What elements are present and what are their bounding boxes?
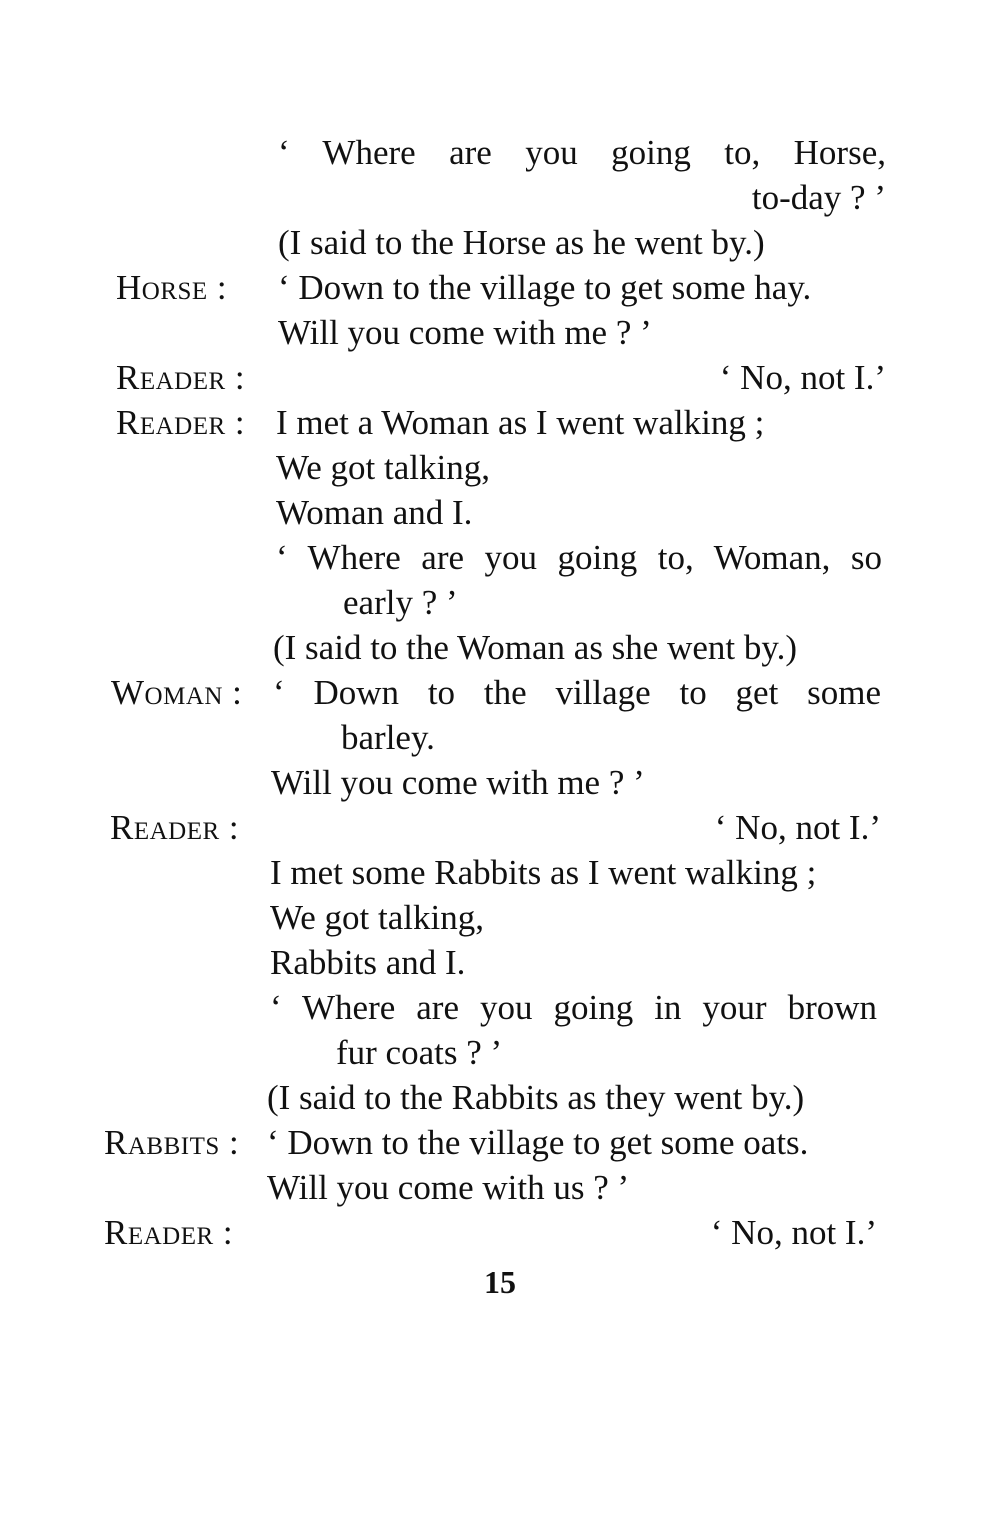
poem-line [0, 805, 1000, 850]
poem-line [0, 130, 1000, 175]
woman-question-line1: ‘ Where are you going to, Woman, so [276, 538, 882, 577]
poem-line [0, 1075, 1000, 1120]
rabbits-question-line2: fur coats ? ’ [336, 1033, 503, 1072]
rabbits-intro-line2: We got talking, [270, 898, 484, 937]
page-number: 15 [484, 1264, 516, 1300]
horse-reply: ‘ No, not I.’ [719, 358, 886, 397]
poem-line [0, 310, 1000, 355]
poem-line [0, 760, 1000, 805]
woman-intro-line3: Woman and I. [276, 493, 473, 532]
woman-intro-line2: We got talking, [276, 448, 490, 487]
horse-question-line1: ‘ Where are you going to, Horse, [278, 133, 886, 172]
poem-line [0, 220, 1000, 265]
poem-line [0, 670, 1000, 715]
horse-question-line2: to-day ? ’ [751, 178, 886, 217]
poem-line [0, 355, 1000, 400]
woman-intro-line1: I met a Woman as I went walking ; [276, 403, 765, 442]
horse-answer-line2: Will you come with me ? ’ [278, 313, 652, 352]
speaker-horse: Horse : [116, 268, 228, 307]
poem-line [0, 580, 1000, 625]
poem-line [0, 715, 1000, 760]
poem-line [0, 1030, 1000, 1075]
speaker-reader: Reader : [116, 358, 246, 397]
rabbits-answer-line2: Will you come with us ? ’ [267, 1168, 630, 1207]
speaker-reader: Reader : [110, 808, 240, 847]
poem-line [0, 940, 1000, 985]
rabbits-narration: (I said to the Rabbits as they went by.) [267, 1078, 805, 1117]
poem-line [0, 1120, 1000, 1165]
poem-line [0, 850, 1000, 895]
poem-line [0, 625, 1000, 670]
woman-answer-line3: Will you come with me ? ’ [271, 763, 645, 802]
poem-line [0, 1165, 1000, 1210]
woman-answer-line2: barley. [341, 718, 435, 757]
rabbits-intro-line1: I met some Rabbits as I went walking ; [270, 853, 817, 892]
woman-question-line2: early ? ’ [343, 583, 458, 622]
poem-line [0, 265, 1000, 310]
horse-narration: (I said to the Horse as he went by.) [278, 223, 765, 262]
poem-line [0, 535, 1000, 580]
poem-line [0, 490, 1000, 535]
rabbits-reply: ‘ No, not I.’ [710, 1213, 877, 1252]
rabbits-answer-line1: ‘ Down to the village to get some oats. [267, 1123, 809, 1162]
horse-answer-line1: ‘ Down to the village to get some hay. [278, 268, 812, 307]
rabbits-intro-line3: Rabbits and I. [270, 943, 466, 982]
speaker-reader: Reader : [116, 403, 246, 442]
poem-line [0, 895, 1000, 940]
speaker-woman: Woman : [111, 673, 243, 712]
rabbits-question-line1: ‘ Where are you going in your brown [270, 988, 877, 1027]
woman-narration: (I said to the Woman as she went by.) [273, 628, 798, 667]
speaker-reader: Reader : [104, 1213, 234, 1252]
poem-line [0, 400, 1000, 445]
poem-line [0, 445, 1000, 490]
woman-answer-line1: ‘ Down to the village to get some [273, 673, 881, 712]
poem-line [0, 1210, 1000, 1255]
poem-line [0, 175, 1000, 220]
speaker-rabbits: Rabbits : [104, 1123, 240, 1162]
woman-reply: ‘ No, not I.’ [714, 808, 881, 847]
poem-line [0, 985, 1000, 1030]
